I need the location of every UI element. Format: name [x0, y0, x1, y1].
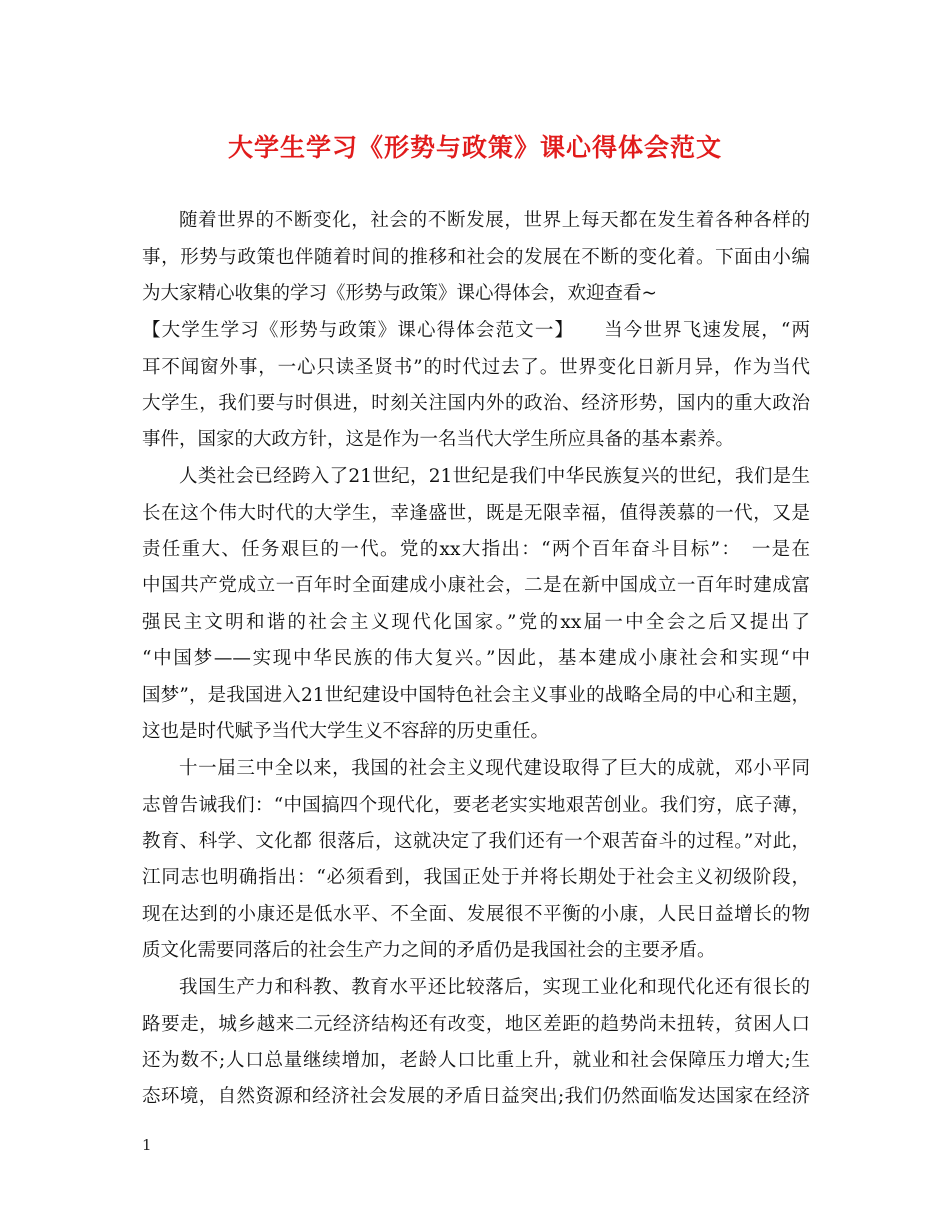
- text-line: 责任重大、任务艰巨的一代。党的xx大指出：“两个百年奋斗目标”： 一是在: [142, 539, 810, 560]
- text-line: 这也是时代赋予当代大学生义不容辞的历史重任。: [142, 721, 550, 742]
- text-line: 人类社会已经跨入了21世纪，21世纪是我们中华民族复兴的世纪，我们是生: [179, 466, 810, 487]
- text-line: 江同志也明确指出：“必须看到，我国正处于并将长期处于社会主义初级阶段，: [142, 867, 810, 888]
- text-line: 现在达到的小康还是低水平、不全面、发展很不平衡的小康，人民日益增长的物: [142, 904, 810, 925]
- text-line: 国梦”，是我国进入21世纪建设中国特色社会主义事业的战略全局的中心和主题，: [142, 685, 810, 706]
- text-line: “中国梦——实现中华民族的伟大复兴。”因此，基本建成小康社会和实现“中: [142, 648, 810, 669]
- text-line: 志曾告诫我们：“中国搞四个现代化，要老老实实地艰苦创业。我们穷，底子薄，: [142, 795, 810, 816]
- text-line: 事，形势与政策也伴随着时间的推移和社会的发展在不断的变化着。下面由小编: [142, 247, 810, 268]
- text-line: 态环境，自然资源和经济社会发展的矛盾日益突出;我们仍然面临发达国家在经济: [142, 1086, 810, 1107]
- page-number: 1: [142, 1136, 152, 1154]
- text-line: 我国生产力和科教、教育水平还比较落后，实现工业化和现代化还有很长的: [179, 977, 810, 998]
- text-line: 还为数不;人口总量继续增加，老龄人口比重上升，就业和社会保障压力增大;生: [142, 1050, 810, 1071]
- text-line: 【大学生学习《形势与政策》课心得体会范文一】 当今世界飞速发展，“两: [142, 320, 810, 341]
- text-line: 耳不闻窗外事，一心只读圣贤书”的时代过去了。世界变化日新月异，作为当代: [142, 357, 810, 378]
- text-line: 大学生，我们要与时俱进，时刻关注国内外的政治、经济形势，国内的重大政治: [142, 393, 810, 414]
- text-line: 强民主文明和谐的社会主义现代化国家。”党的xx届一中全会之后又提出了: [142, 612, 810, 633]
- document-title: 大学生学习《形势与政策》课心得体会范文: [227, 133, 722, 162]
- text-line: 质文化需要同落后的社会生产力之间的矛盾仍是我国社会的主要矛盾。: [142, 940, 716, 961]
- text-line: 为大家精心收集的学习《形势与政策》课心得体会，欢迎查看~: [142, 283, 658, 304]
- text-line: 长在这个伟大时代的大学生，幸逢盛世，既是无限幸福，值得羡慕的一代，又是: [142, 503, 810, 524]
- text-line: 事件，国家的大政方针，这是作为一名当代大学生所应具备的基本素养。: [142, 429, 735, 450]
- text-line: 十一届三中全以来，我国的社会主义现代建设取得了巨大的成就，邓小平同: [179, 758, 810, 779]
- text-line: 教育、科学、文化都 很落后，这就决定了我们还有一个艰苦奋斗的过程。”对此，: [142, 831, 810, 852]
- text-line: 路要走，城乡越来二元经济结构还有改变，地区差距的趋势尚未扭转，贫困人口: [142, 1014, 810, 1035]
- text-line: 中国共产党成立一百年时全面建成小康社会，二是在新中国成立一百年时建成富: [142, 575, 810, 596]
- text-line: 随着世界的不断变化，社会的不断发展，世界上每天都在发生着各种各样的: [179, 210, 810, 231]
